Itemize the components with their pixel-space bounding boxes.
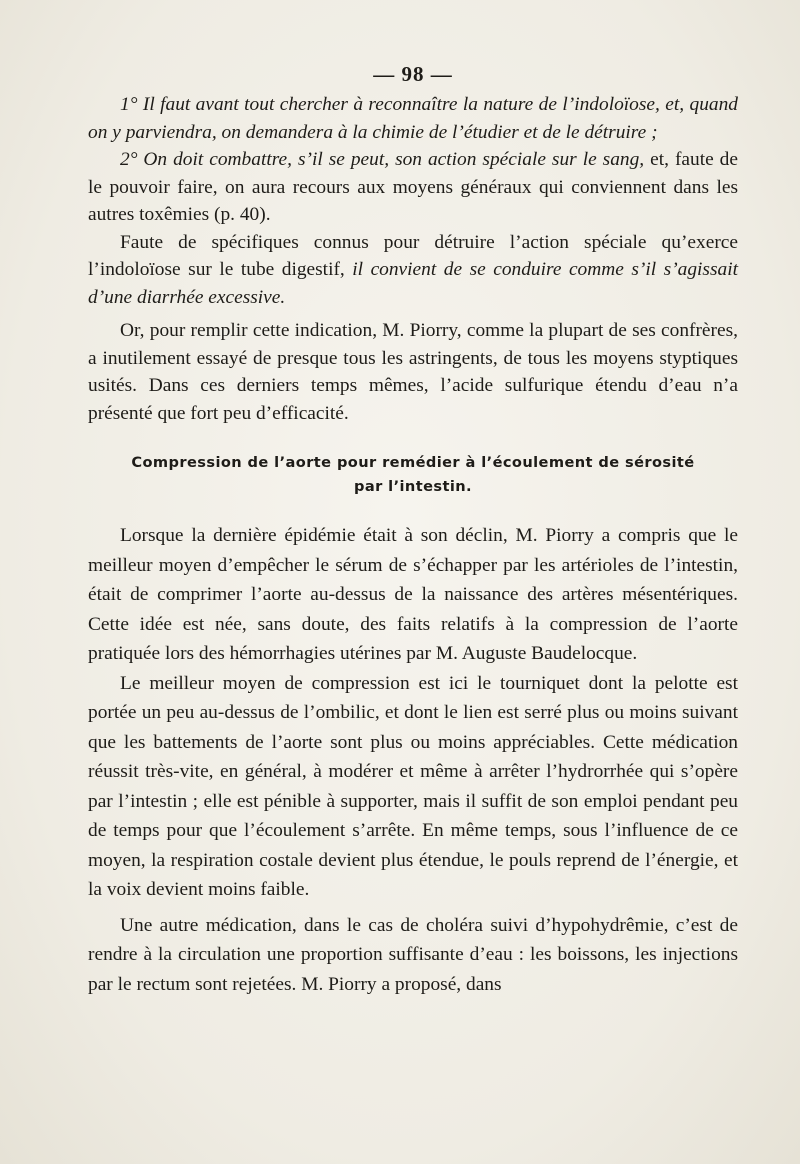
page-number: — 98 — [373,62,453,86]
paragraph-3 [88,229,738,312]
paragraph-item-1: 1° Il faut avant tout chercher à reconnaître la nature de l’indoloïose, et, quand on y parviendra, on demandera à la chimie de l’étudier et de le détruire ; [88,94,738,143]
paragraph-7: Une autre médication, dans le cas de choléra suivi d’hypohydrêmie, c’est de rendre à la circulation une proportion suffisante d’eau : les boissons, les injections par le rectum sont rejetées. M. Piorry a proposé, dans [88,914,738,995]
paragraph-5: Lorsque la dernière épidémie était à son déclin, M. Piorry a compris que le meilleur moyen d’empêcher le sérum de s’échapper par les artérioles de l’intestin, était de comprimer l’aorte au-dessus de la naissance des artères mésentériques. Cette idée est née, sans doute, des faits relatifs à la compression de l’aorte pratiquée lors des hémorrhagies utérines par M. Auguste Baudelocque. [88,525,738,664]
section-heading-line-1: Compression de l’aorte pour remédier à l’écoulement de sérosité [131,454,695,471]
paragraph-3-text: Faute de spécifiques connus pour détruire l’action spéciale qu’exerce l’indoloïose sur le tube digestif, [88,231,738,280]
paragraph-4: Or, pour remplir cette indication, M. Piorry, comme la plupart de ses confrères, a inutilement essayé de presque tous les astringents, de tous les moyens styptiques usités. Dans ces derniers temps mêmes, l’acide sulfurique étendu d’eau n’a présenté que fort peu d’efficacité. [88,320,738,424]
paragraph-3-italic-text: il convient de se conduire comme s’il s’agissait d’une diarrhée excessive. [88,259,738,308]
section-heading [88,451,738,499]
item-2-text: et, faute de le pouvoir faire, on aura recours aux moyens généraux qui conviennent dans les autres toxêmies (p. 40). [88,149,738,225]
paragraph-6: Le meilleur moyen de compression est ici le tourniquet dont la pelotte est portée un peu au-dessus de l’ombilic, et dont le lien est serré plus ou moins suivant que les battements de l’aorte sont plus ou moins appréciables. Cette médication réussit très-vite, en général, à modérer et même à arrêter l’hydrorrhée qui s’opère par l’intestin ; elle est pénible à supporter, mais il suffit de son emploi pendant peu de temps pour que l’écoulement s’arrête. En même temps, sous l’influence de ce moyen, la respiration costale devient plus étendue, le pouls reprend de l’énergie, et la voix devient moins faible. [88,672,738,900]
paragraph-item-2 [88,146,738,229]
item-2-italic-text: 2° On doit combattre, s’il se peut, son action spéciale sur le sang, [120,149,645,170]
section-heading-line-2: par l’intestin. [354,478,472,495]
